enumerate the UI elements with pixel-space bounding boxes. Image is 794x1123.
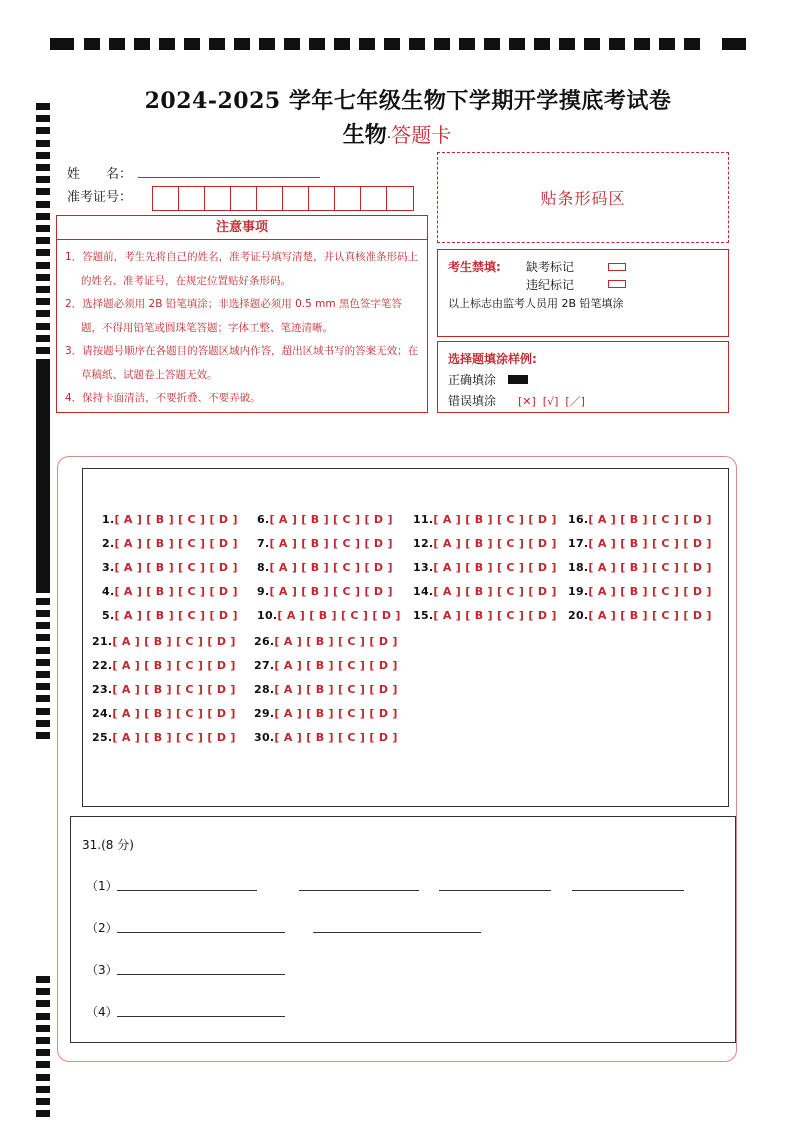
timing-mark <box>36 152 50 159</box>
question-number: 19. <box>568 585 589 598</box>
timing-mark <box>36 659 50 666</box>
timing-mark <box>36 573 50 580</box>
question-number: 15. <box>413 609 434 622</box>
answer-card-label: 答题卡 <box>391 123 452 147</box>
timing-mark <box>36 500 50 507</box>
part-4-label: （4） <box>86 1005 118 1019</box>
question-number: 22. <box>92 659 113 672</box>
answer-options[interactable]: [ A ] [ B ] [ C ] [ D ] <box>588 585 712 598</box>
timing-mark <box>36 683 50 690</box>
timing-mark <box>36 695 50 702</box>
choice-question <box>92 731 236 744</box>
choice-question <box>257 537 393 550</box>
timing-mark <box>36 671 50 678</box>
correct-fill-label: 正确填涂 <box>448 373 497 387</box>
choice-question <box>568 585 712 598</box>
question-number: 20. <box>568 609 589 622</box>
timing-mark <box>36 225 50 232</box>
choice-question <box>568 537 712 550</box>
violation-mark-label: 违纪标记 <box>526 278 575 292</box>
answer-options[interactable]: [ A ] [ B ] [ C ] [ D ] <box>433 513 557 526</box>
wrong-fill-label: 错误填涂 <box>448 394 497 408</box>
question-number: 13. <box>413 561 434 574</box>
timing-mark <box>36 1000 50 1007</box>
choice-question <box>102 561 238 574</box>
choice-question <box>413 513 557 526</box>
timing-mark <box>36 464 50 471</box>
timing-mark <box>36 732 50 739</box>
fill-sample-panel <box>437 341 729 413</box>
answer-options[interactable]: [ A ] [ B ] [ C ] [ D ] <box>588 513 712 526</box>
timing-mark <box>36 488 50 495</box>
choice-question <box>92 707 236 720</box>
id-label: 准考证号： <box>67 190 133 205</box>
choice-question <box>92 635 236 648</box>
timing-mark <box>36 1086 50 1093</box>
answer-options[interactable]: [ A ] [ B ] [ C ] [ D ] <box>112 731 236 744</box>
timing-mark <box>36 298 50 305</box>
absent-mark-box[interactable] <box>608 263 626 271</box>
choice-question <box>92 683 236 696</box>
choice-question <box>257 561 393 574</box>
timing-mark <box>36 512 50 519</box>
choice-question <box>413 561 557 574</box>
timing-mark <box>36 525 50 532</box>
timing-mark <box>36 561 50 568</box>
choice-question <box>568 561 712 574</box>
question-number: 18. <box>568 561 589 574</box>
timing-mark <box>36 201 50 208</box>
answer-options[interactable]: [ A ] [ B ] [ C ] [ D ] <box>112 683 236 696</box>
timing-mark <box>36 286 50 293</box>
timing-mark <box>36 1061 50 1068</box>
timing-mark <box>36 249 50 256</box>
answer-line[interactable] <box>117 932 285 933</box>
answer-line[interactable] <box>439 890 551 891</box>
timing-mark <box>36 1037 50 1044</box>
question-number: 28. <box>254 683 275 696</box>
timing-mark <box>36 378 50 385</box>
answer-options[interactable]: [ A ] [ B ] [ C ] [ D ] <box>433 561 557 574</box>
question-number: 25. <box>92 731 113 744</box>
answer-options[interactable]: [ A ] [ B ] [ C ] [ D ] <box>588 561 712 574</box>
answer-options[interactable]: [ A ] [ B ] [ C ] [ D ] <box>114 609 238 622</box>
notice-item: 1．答题前，考生先将自己的姓名，准考证号填写清楚，并认真核准条形码上的姓名、准考证号，在规定位置贴好条形码。 <box>65 251 419 287</box>
choice-question <box>102 537 238 550</box>
question-number: 11. <box>413 513 434 526</box>
choice-question <box>568 513 712 526</box>
choice-question <box>568 609 712 622</box>
question-number: 2. <box>102 537 115 550</box>
choice-question <box>413 585 557 598</box>
answer-line[interactable] <box>117 974 285 975</box>
notice-item: 4．保持卡面清洁，不要折叠、不要弄破。 <box>65 392 261 404</box>
question-number: 1. <box>102 513 115 526</box>
question-number: 12. <box>413 537 434 550</box>
answer-options[interactable]: [ A ] [ B ] [ C ] [ D ] <box>112 635 236 648</box>
timing-mark <box>36 274 50 281</box>
choice-question <box>254 731 398 744</box>
subtitle-separator: · <box>386 130 392 146</box>
forbid-note: 以上标志由监考人员用 2B 铅笔填涂 <box>448 297 624 310</box>
timing-mark <box>36 1074 50 1081</box>
question-number: 8. <box>257 561 270 574</box>
choice-question <box>102 609 238 622</box>
answer-options[interactable]: [ A ] [ B ] [ C ] [ D ] <box>112 707 236 720</box>
question-number: 3. <box>102 561 115 574</box>
choice-question <box>254 635 398 648</box>
answer-options[interactable]: [ A ] [ B ] [ C ] [ D ] <box>588 537 712 550</box>
timing-mark <box>36 634 50 641</box>
exam-title: 2024-2025 学年七年级生物下学期开学摸底考试卷 <box>144 88 672 114</box>
question-number: 29. <box>254 707 275 720</box>
answer-options[interactable]: [ A ] [ B ] [ C ] [ D ] <box>274 707 398 720</box>
choice-question <box>257 609 401 622</box>
top-timing-marks <box>50 38 746 50</box>
timing-mark <box>36 537 50 544</box>
choice-question <box>413 537 557 550</box>
timing-mark <box>36 610 50 617</box>
answer-line[interactable] <box>299 890 419 891</box>
question-number: 23. <box>92 683 113 696</box>
barcode-label: 贴条形码区 <box>540 189 626 208</box>
timing-mark <box>36 237 50 244</box>
question-number: 6. <box>257 513 270 526</box>
timing-mark <box>36 1098 50 1105</box>
answer-options[interactable]: [ A ] [ B ] [ C ] [ D ] <box>269 561 393 574</box>
choice-question <box>92 659 236 672</box>
choice-question <box>254 683 398 696</box>
choice-question <box>413 609 557 622</box>
timing-mark <box>36 976 50 983</box>
subject-label: 生物 <box>342 122 387 148</box>
timing-mark <box>36 427 50 434</box>
answer-line[interactable] <box>117 890 257 891</box>
question-number: 27. <box>254 659 275 672</box>
timing-mark <box>36 366 50 373</box>
timing-mark <box>36 347 50 354</box>
answer-options[interactable]: [ A ] [ B ] [ C ] [ D ] <box>269 585 393 598</box>
card-subtitle <box>0 118 794 149</box>
choice-question <box>257 513 393 526</box>
timing-mark <box>36 1013 50 1020</box>
answer-options[interactable]: [ A ] [ B ] [ C ] [ D ] <box>114 585 238 598</box>
timing-mark <box>36 476 50 483</box>
forbid-heading: 考生禁填: <box>448 260 501 274</box>
timing-mark <box>36 586 50 593</box>
answer-options[interactable]: [ A ] [ B ] [ C ] [ D ] <box>274 683 398 696</box>
timing-mark <box>36 390 50 397</box>
timing-mark <box>36 335 50 342</box>
timing-mark <box>36 403 50 410</box>
timing-mark <box>36 188 50 195</box>
answer-line[interactable] <box>572 890 684 891</box>
timing-mark <box>36 1049 50 1056</box>
question-31-title: 31.(8 分) <box>82 838 134 852</box>
question-number: 24. <box>92 707 113 720</box>
timing-mark <box>36 415 50 422</box>
answer-options[interactable]: [ A ] [ B ] [ C ] [ D ] <box>274 731 398 744</box>
part-1-label: （1） <box>86 879 118 893</box>
answer-options[interactable]: [ A ] [ B ] [ C ] [ D ] <box>433 609 557 622</box>
timing-mark <box>36 549 50 556</box>
timing-mark <box>36 1110 50 1117</box>
answer-line[interactable] <box>313 932 481 933</box>
answer-options[interactable]: [ A ] [ B ] [ C ] [ D ] <box>269 537 393 550</box>
notice-item: 3．请按题号顺序在各题目的答题区域内作答，超出区域书写的答案无效；在草稿纸、试题卷上答题无效。 <box>65 345 419 381</box>
question-number: 10. <box>257 609 278 622</box>
choice-question <box>254 659 398 672</box>
answer-options[interactable]: [ A ] [ B ] [ C ] [ D ] <box>274 659 398 672</box>
question-number: 4. <box>102 585 115 598</box>
timing-mark <box>36 1025 50 1032</box>
timing-mark <box>36 988 50 995</box>
timing-mark <box>36 720 50 727</box>
answer-line[interactable] <box>117 1016 285 1017</box>
notice-item: 2．选择题必须用 2B 铅笔填涂；非选择题必须用 0.5 mm 黑色签字笔答题，不得用铅笔或圆珠笔答题；字体工整、笔迹清晰。 <box>65 298 402 334</box>
part-3-label: （3） <box>86 963 118 977</box>
answer-options[interactable]: [ A ] [ B ] [ C ] [ D ] <box>112 659 236 672</box>
question-number: 17. <box>568 537 589 550</box>
question-number: 16. <box>568 513 589 526</box>
wrong-fill-examples: [✕] [√] [／] <box>518 395 585 408</box>
timing-mark <box>36 598 50 605</box>
timing-mark <box>36 708 50 715</box>
notice-heading: 注意事项 <box>57 216 427 240</box>
choice-question <box>102 585 238 598</box>
timing-mark <box>36 622 50 629</box>
timing-mark <box>36 439 50 446</box>
barcode-area <box>437 152 729 243</box>
question-number: 7. <box>257 537 270 550</box>
name-field[interactable] <box>138 177 320 178</box>
answer-options[interactable]: [ A ] [ B ] [ C ] [ D ] <box>114 513 238 526</box>
timing-mark <box>36 647 50 654</box>
choice-question <box>102 513 238 526</box>
sample-heading: 选择题填涂样例: <box>448 352 537 366</box>
question-number: 9. <box>257 585 270 598</box>
answer-options[interactable]: [ A ] [ B ] [ C ] [ D ] <box>114 561 238 574</box>
name-label: 姓 名： <box>67 167 133 182</box>
timing-mark <box>36 323 50 330</box>
timing-mark <box>36 164 50 171</box>
absent-mark-label: 缺考标记 <box>526 260 575 274</box>
forbidden-fill-panel <box>437 249 729 337</box>
answer-options[interactable]: [ A ] [ B ] [ C ] [ D ] <box>269 513 393 526</box>
answer-options[interactable]: [ A ] [ B ] [ C ] [ D ] <box>433 537 557 550</box>
timing-mark <box>36 310 50 317</box>
choice-question <box>257 585 393 598</box>
answer-options[interactable]: [ A ] [ B ] [ C ] [ D ] <box>588 609 712 622</box>
correct-fill-example <box>508 375 528 384</box>
choice-question <box>254 707 398 720</box>
question-number: 14. <box>413 585 434 598</box>
question-number: 21. <box>92 635 113 648</box>
notice-panel <box>56 215 428 413</box>
part-2-label: （2） <box>86 921 118 935</box>
answer-options[interactable]: [ A ] [ B ] [ C ] [ D ] <box>274 635 398 648</box>
answer-options[interactable]: [ A ] [ B ] [ C ] [ D ] <box>114 537 238 550</box>
question-number: 26. <box>254 635 275 648</box>
question-number: 30. <box>254 731 275 744</box>
timing-mark <box>36 451 50 458</box>
exam-id-boxes[interactable] <box>152 186 414 211</box>
answer-options[interactable]: [ A ] [ B ] [ C ] [ D ] <box>277 609 401 622</box>
timing-mark <box>36 176 50 183</box>
timing-mark <box>36 262 50 269</box>
question-31-box <box>70 816 736 1043</box>
violation-mark-box[interactable] <box>608 280 626 288</box>
question-number: 5. <box>102 609 115 622</box>
timing-mark <box>36 213 50 220</box>
answer-options[interactable]: [ A ] [ B ] [ C ] [ D ] <box>433 585 557 598</box>
